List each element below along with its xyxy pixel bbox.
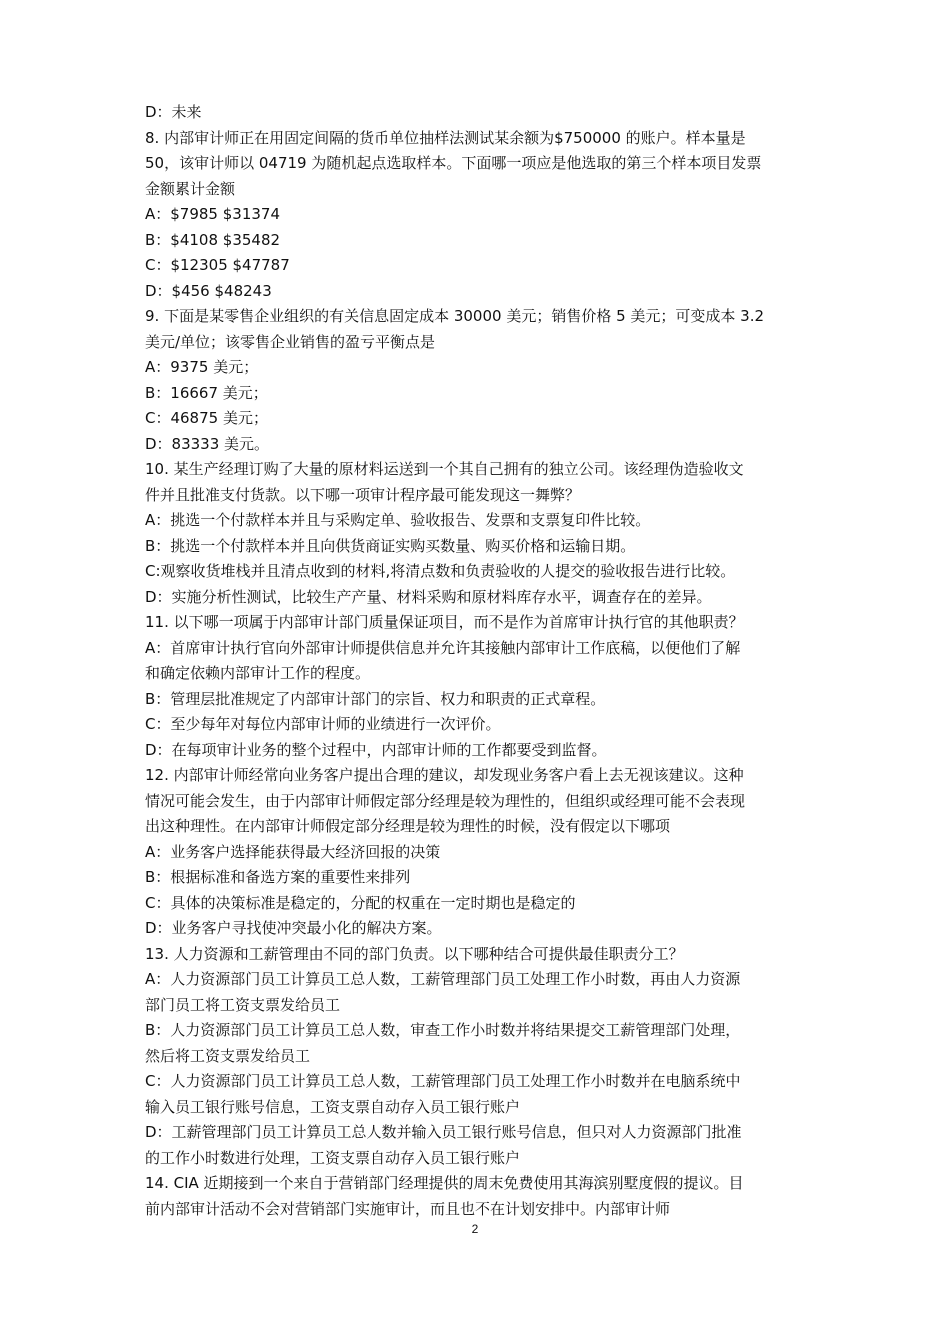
text-line: D：未来: [145, 103, 202, 121]
text-line: 出这种理性。在内部审计师假定部分经理是较为理性的时候，没有假定以下哪项: [145, 817, 671, 835]
text-line: 12. 内部审计师经常向业务客户提出合理的建议，却发现业务客户看上去无视该建议。这种: [145, 766, 744, 784]
text-line: A：挑选一个付款样本并且与采购定单、验收报告、发票和支票复印件比较。: [145, 511, 651, 529]
text-line: 11. 以下哪一项属于内部审计部门质量保证项目，而不是作为首席审计执行官的其他职责？: [145, 613, 744, 631]
text-line: A：人力资源部门员工计算员工总人数，工薪管理部门员工处理工作小时数，再由人力资源: [145, 970, 741, 988]
page-body: [145, 100, 815, 1222]
text-line: 13. 人力资源和工薪管理由不同的部门负责。以下哪种结合可提供最佳职责分工？: [145, 944, 684, 963]
text-line: C：46875 美元；: [145, 409, 268, 427]
text-line: 美元/单位；该零售企业销售的盈亏平衡点是: [145, 332, 436, 351]
text-line: D：$456 $48243: [145, 281, 272, 300]
text-line: A：9375 美元；: [145, 358, 259, 376]
text-line: 14. CIA 近期接到一个来自于营销部门经理提供的周末免费使用其海滨别墅度假的提议。目: [145, 1174, 744, 1192]
text-line: C：$12305 $47787: [145, 256, 290, 274]
text-line: 10. 某生产经理订购了大量的原材料运送到一个其自己拥有的独立公司。该经理伪造验收文: [145, 460, 744, 478]
text-line: B：16667 美元；: [145, 383, 268, 402]
text-line: B：根据标准和备选方案的重要性来排列: [145, 868, 411, 886]
text-line: C:观察收货堆栈并且清点收到的材料,将清点数和负责验收的人提交的验收报告进行比较。: [145, 562, 736, 580]
text-line: D：业务客户寻找使冲突最小化的解决方案。: [145, 919, 442, 937]
text-line: 9. 下面是某零售企业组织的有关信息固定成本 30000 美元；销售价格 5 美元；可变成本 3.2: [145, 307, 765, 325]
text-line: C：人力资源部门员工计算员工总人数，工薪管理部门员工处理工作小时数并在电脑系统中: [145, 1072, 741, 1090]
text-line: 前内部审计活动不会对营销部门实施审计，而且也不在计划安排中。内部审计师: [145, 1199, 671, 1218]
text-line: 然后将工资支票发给员工: [145, 1046, 311, 1065]
text-line: 件并且批准支付货款。以下哪一项审计程序最可能发现这一舞弊？: [145, 485, 581, 504]
text-line: C：具体的决策标准是稳定的，分配的权重在一定时期也是稳定的: [145, 893, 576, 912]
text-line: A：$7985 $31374: [145, 205, 281, 223]
text-line: D：工薪管理部门员工计算员工总人数并输入员工银行账号信息，但只对人力资源部门批准: [145, 1123, 742, 1141]
text-line: D：实施分析性测试，比较生产产量、材料采购和原材料库存水平，调查存在的差异。: [145, 587, 712, 606]
text-line: A：业务客户选择能获得最大经济回报的决策: [145, 842, 441, 861]
text-line: 金额累计金额: [145, 179, 236, 198]
text-line: C：至少每年对每位内部审计师的业绩进行一次评价。: [145, 715, 501, 733]
text-line: 情况可能会发生，由于内部审计师假定部分经理是较为理性的，但组织或经理可能不会表现: [145, 791, 746, 810]
text-line: D：在每项审计业务的整个过程中，内部审计师的工作都要受到监督。: [145, 740, 607, 759]
text-line: A：首席审计执行官向外部审计师提供信息并允许其接触内部审计工作底稿，以便他们了解: [145, 638, 741, 657]
page-number: 2: [471, 1222, 479, 1236]
text-line: 8. 内部审计师正在用固定间隔的货币单位抽样法测试某余额为$750000 的账户。样本量是: [145, 128, 746, 147]
text-line: 的工作小时数进行处理，工资支票自动存入员工银行账户: [145, 1148, 521, 1167]
text-line: B：管理层批准规定了内部审计部门的宗旨、权力和职责的正式章程。: [145, 689, 606, 708]
text-line: 输入员工银行账号信息，工资支票自动存入员工银行账户: [145, 1097, 521, 1116]
text-line: 50，该审计师以 04719 为随机起点选取样本。下面哪一项应是他选取的第三个样本项目发票: [145, 154, 762, 172]
text-line: B：$4108 $35482: [145, 230, 281, 249]
text-line: D：83333 美元。: [145, 434, 270, 453]
text-line: 和确定依赖内部审计工作的程度。: [145, 664, 371, 682]
text-line: B：挑选一个付款样本并且向供货商证实购买数量、购买价格和运输日期。: [145, 536, 636, 555]
text-line: B：人力资源部门员工计算员工总人数，审查工作小时数并将结果提交工薪管理部门处理，: [145, 1021, 741, 1039]
text-line: 部门员工将工资支票发给员工: [145, 995, 341, 1014]
